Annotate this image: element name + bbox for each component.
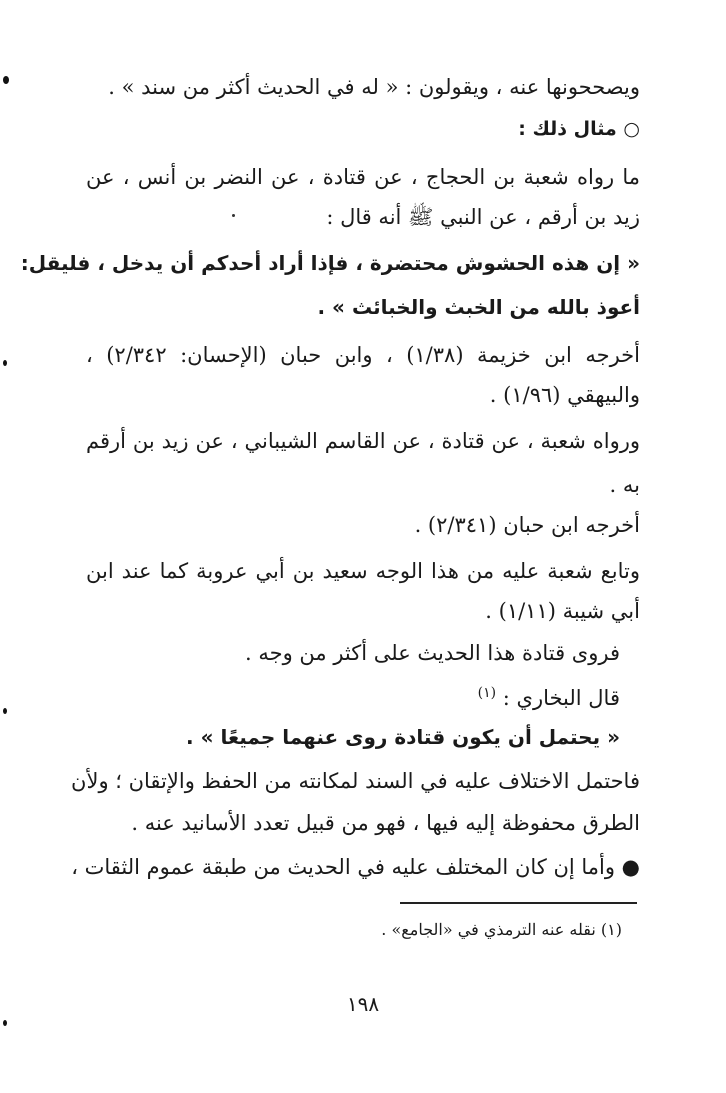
text-line-5: به .	[609, 473, 640, 497]
hadith-line-2: أعوذ بالله من الخبث والخبائث » .	[317, 295, 640, 319]
text-line-10: الطرق محفوظة إليه فيها ، فهو من قبيل تعدد الأسانيد عنه .	[131, 811, 640, 835]
footnote-ref: (١)	[477, 685, 497, 701]
stray-dot	[232, 214, 235, 217]
margin-mark	[3, 360, 7, 366]
text-line-1: ويصححونها عنه ، ويقولون : « له في الحديث أكثر من سند » .	[108, 75, 640, 99]
text-line-7: أبي شيبة (١/١١) .	[485, 599, 640, 623]
footnote-text: (١) نقله عنه الترمذي في «الجامع» .	[381, 920, 622, 939]
bukhari-label: قال البخاري :	[502, 686, 620, 710]
margin-mark	[3, 1020, 7, 1026]
text-line-4: ورواه شعبة ، عن قتادة ، عن القاسم الشيباني ، عن زيد بن أرقم	[86, 429, 640, 453]
quote-line: « يحتمل أن يكون قتادة روى عنهما جميعًا » .	[186, 725, 620, 749]
text-line-9: فاحتمل الاختلاف عليه في السند لمكانته من الحفظ والإتقان ؛ ولأن	[71, 769, 640, 793]
section-heading: ○ مثال ذلك :	[518, 118, 640, 140]
text-line-11: ● وأما إن كان المختلف عليه في الحديث من طبقة عموم الثقات ،	[71, 855, 640, 879]
takhrij-line-3: أخرجه ابن حبان (٢/٣٤١) .	[414, 513, 640, 537]
hadith-line-1: « إن هذه الحشوش محتضرة ، فإذا أراد أحدكم أن يدخل ، فليقل:	[20, 251, 640, 275]
text-line-8: فروى قتادة هذا الحديث على أكثر من وجه .	[245, 641, 620, 665]
takhrij-line-1: أخرجه ابن خزيمة (١/٣٨) ، وابن حبان (الإحسان: ٢/٣٤٢) ،	[86, 343, 640, 367]
bukhari-line	[478, 678, 620, 713]
footnote-divider	[400, 902, 637, 904]
margin-mark	[3, 76, 9, 84]
takhrij-line-2: والبيهقي (١/٩٦) .	[489, 383, 640, 407]
text-line-2: ما رواه شعبة بن الحجاج ، عن قتادة ، عن النضر بن أنس ، عن	[86, 165, 640, 189]
margin-mark	[3, 708, 7, 714]
page-number: ١٩٨	[346, 992, 380, 1016]
text-line-3: زيد بن أرقم ، عن النبي ﷺ أنه قال :	[326, 205, 640, 229]
text-line-6: وتابع شعبة عليه من هذا الوجه سعيد بن أبي عروبة كما عند ابن	[86, 559, 640, 583]
